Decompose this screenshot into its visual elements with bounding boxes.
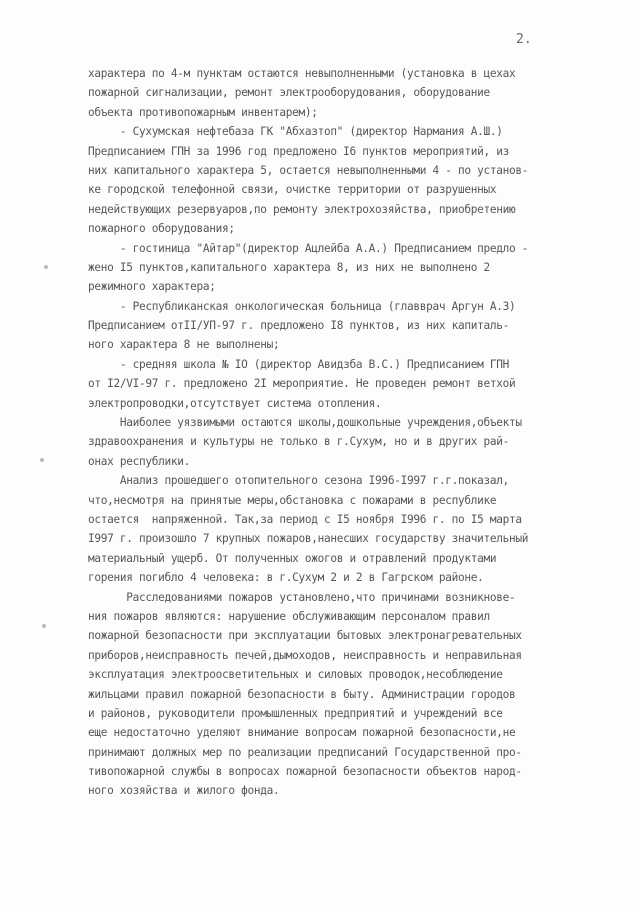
- text-line: остается напряженной. Так,за период с I5 ноября I996 г. по I5 марта: [88, 512, 522, 526]
- text-line: I997 г. произошло 7 крупных пожаров,нанесших государству значительный: [88, 532, 529, 546]
- text-line: тивопожарной службы в вопросах пожарной безопасности объектов народ-: [88, 765, 522, 779]
- page-number: 2.: [516, 32, 532, 47]
- text-line: характера по 4-м пунктам остаются невыполненными (установка в цехах: [88, 67, 516, 80]
- text-line: Расследованиями пожаров установлено,что причинами возникнове-: [88, 590, 516, 604]
- text-line: электропроводки,отсутствует система отопления.: [88, 396, 382, 410]
- text-line: онах республики.: [88, 454, 191, 468]
- scan-speck: [40, 458, 44, 462]
- text-line: и районов, руководители промышленных предприятий и учреждений все: [88, 706, 503, 720]
- text-line: пожарной безопасности при эксплуатации бытовых электронагревательных: [88, 629, 522, 643]
- text-line: горения погибло 4 человека: в г.Сухум 2 и 2 в Гагрском районе.: [88, 571, 484, 585]
- text-line: эксплуатация электроосветительных и силовых проводок,несоблюдение: [88, 668, 503, 682]
- text-line: жено I5 пунктов,капитального характера 8, из них не выполнено 2: [88, 260, 490, 274]
- text-line: жильцами правил пожарной безопасности в быту. Администрации городов: [88, 687, 516, 701]
- text-line: - гостиница "Айтар"(директор Ацлейба А.А.) Предписанием предло -: [88, 241, 529, 255]
- text-line: еще недостаточно уделяют внимание вопросам пожарной безопасности,не: [88, 726, 516, 740]
- text-line: Предписанием ГПН за 1996 год предложено I6 пунктов мероприятий, из: [88, 144, 510, 158]
- text-line: Анализ прошедшего отопительного сезона I996-I997 г.г.показал,: [88, 474, 510, 488]
- text-line: здравоохранения и культуры не только в г.Сухум, но и в других рай-: [88, 435, 510, 449]
- text-line: что,несмотря на принятые меры,обстановка с пожарами в республике: [88, 493, 497, 507]
- text-line: материальный ущерб. От полученных ожогов и отравлений продуктами: [88, 551, 497, 565]
- text-line: ного хозяйства и жилого фонда.: [88, 784, 280, 798]
- text-line: - средняя школа № IO (директор Авидзба В.С.) Предписанием ГПН: [88, 357, 510, 371]
- text-line: режимного характера;: [88, 280, 216, 294]
- text-line: Предписанием отII/УП-97 г. предложено I8 пунктов, из них капиталь-: [88, 319, 510, 333]
- text-line: них капитального характера 5, остается невыполненными 4 - по установ-: [88, 163, 529, 177]
- text-line: ния пожаров являются: нарушение обслуживающим персоналом правил: [88, 609, 490, 623]
- scan-speck: [44, 265, 48, 269]
- scan-speck: [42, 624, 46, 628]
- text-line: приборов,неисправность печей,дымоходов, неисправность и неправильная: [88, 648, 522, 662]
- text-line: ного характера 8 не выполнены;: [88, 338, 280, 352]
- text-line: от I2/VI-97 г. предложено 2I мероприятие. Не проведен ремонт ветхой: [88, 377, 516, 391]
- text-line: принимают должных мер по реализации предписаний Государственной про-: [88, 745, 522, 759]
- body-text: [88, 64, 636, 801]
- text-line: - Сухумская нефтебаза ГК "Абхазтоп" (директор Нармания А.Ш.): [88, 125, 503, 139]
- text-line: пожарного оборудования;: [88, 222, 235, 236]
- text-line: - Республиканская онкологическая больница (главврач Аргун А.З): [88, 299, 516, 313]
- text-line: объекта противопожарным инвентарем);: [88, 105, 318, 119]
- text-line: недействующих резервуаров,по ремонту электрохозяйства, приобретению: [88, 202, 516, 216]
- text-line: Наиболее уязвимыми остаются школы,дошкольные учреждения,объекты: [88, 416, 522, 430]
- text-line: ке городской телефонной связи, очистке территории от разрушенных: [88, 183, 497, 197]
- text-line: пожарной сигнализации, ремонт электрооборудования, оборудование: [88, 86, 490, 100]
